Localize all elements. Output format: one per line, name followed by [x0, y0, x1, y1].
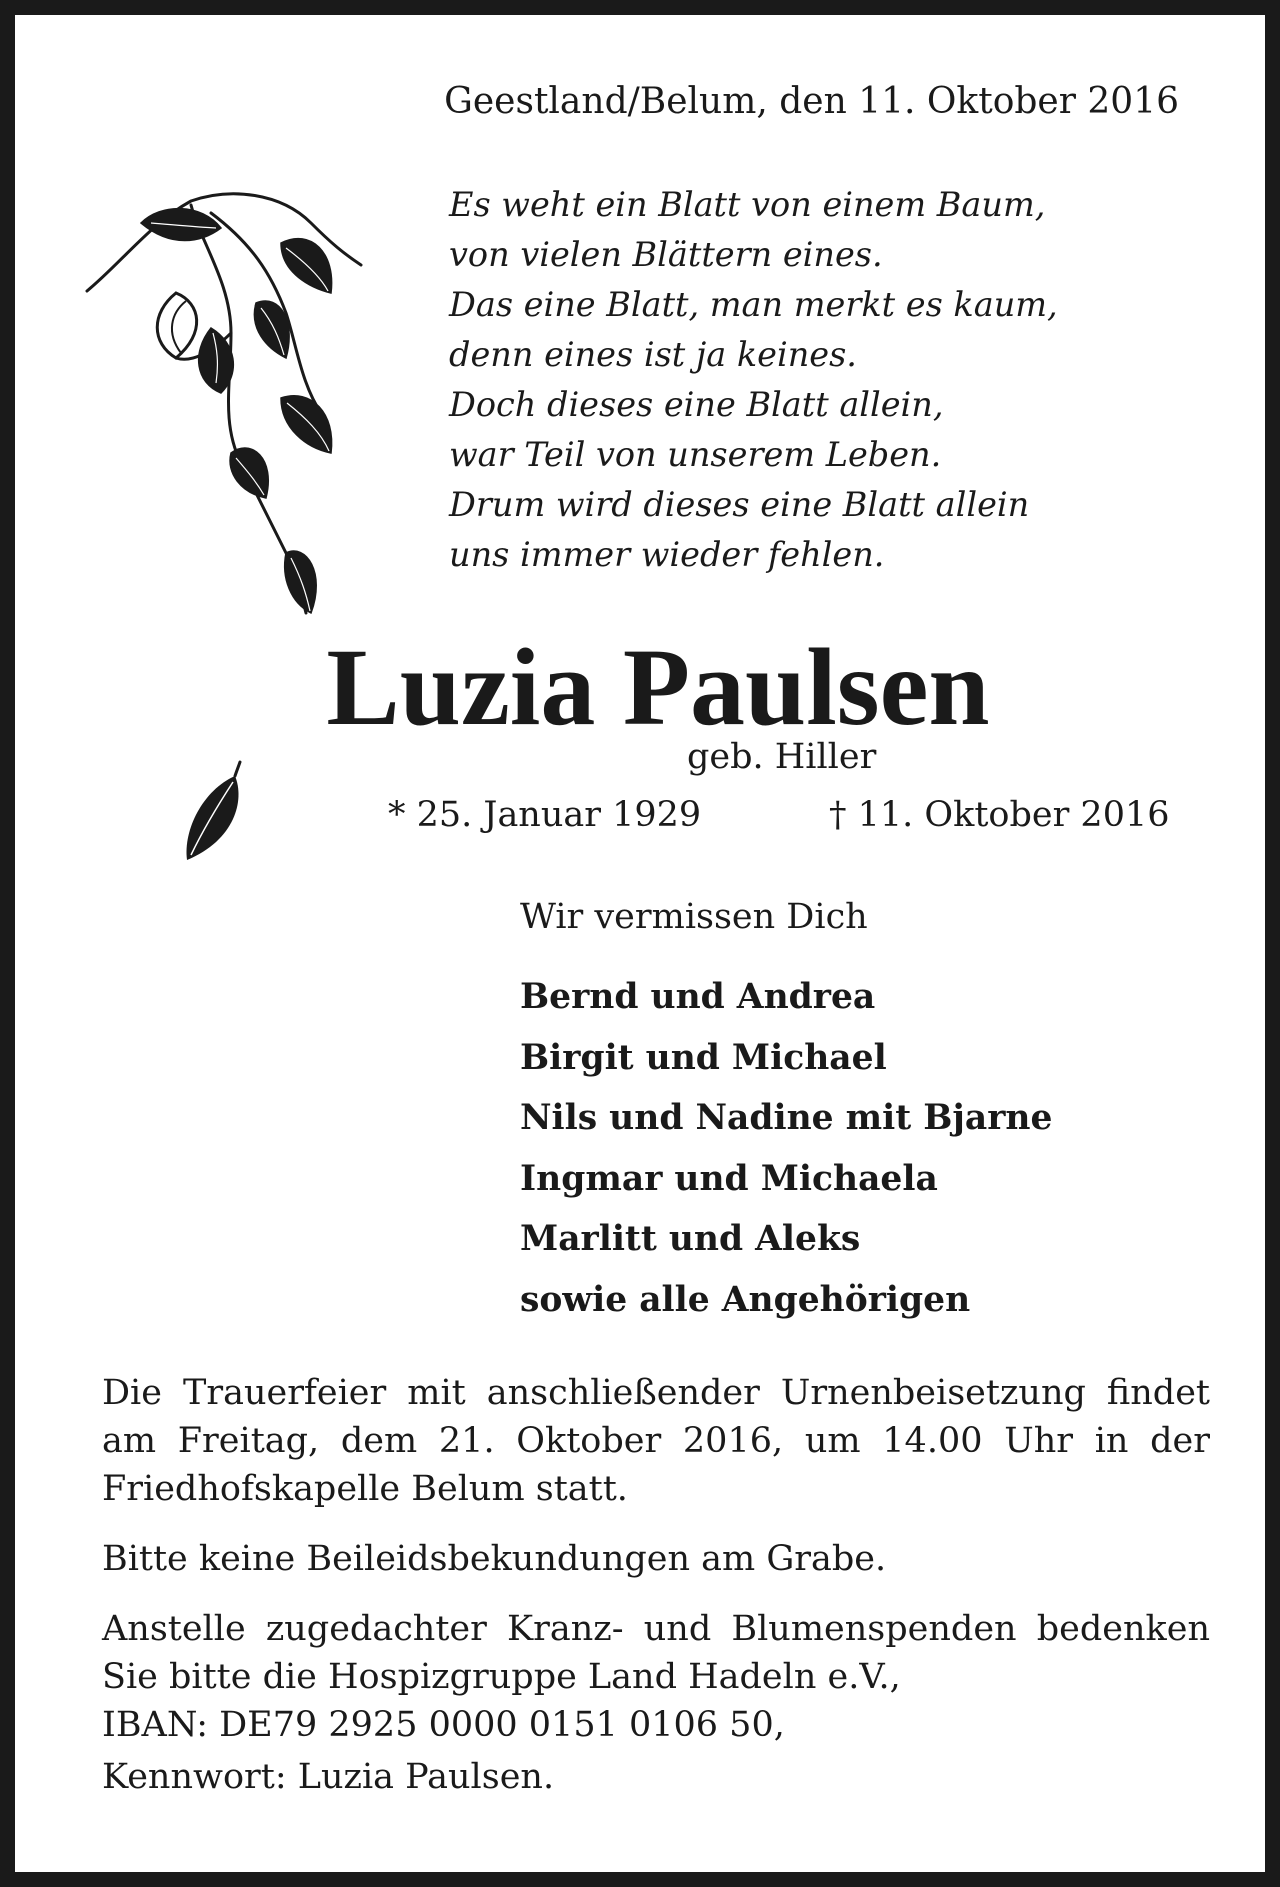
mourner-name: sowie alle Angehörigen [520, 1279, 971, 1320]
ceremony-text: Die Trauerfeier mit anschließender Urnenbeisetzung findet am Freitag, dem 21. Oktober 2016, um 14.00 Uhr in der Friedhofskapelle Belum statt. [102, 1373, 1210, 1509]
details-section [102, 1369, 1210, 1823]
place-date: Geestland/Belum, den 11. Oktober 2016 [444, 81, 1179, 122]
poem-line: Das eine Blatt, man merkt es kaum, [449, 285, 1058, 324]
mourners-list [520, 967, 1052, 1330]
poem-line: Es weht ein Blatt von einem Baum, [449, 185, 1046, 224]
poem [449, 180, 1058, 580]
birth-date: * 25. Januar 1929 [388, 795, 702, 835]
poem-line: denn eines ist ja keines. [449, 335, 857, 374]
maiden-name: geb. Hiller [687, 737, 877, 777]
birch-branch-icon [81, 183, 391, 633]
deceased-name: Luzia Paulsen [326, 626, 990, 748]
mourner-name: Ingmar und Michaela [520, 1158, 938, 1199]
mourner-name: Bernd und Andrea [520, 977, 876, 1017]
poem-line: Drum wird dieses eine Blatt allein [449, 485, 1030, 524]
iban-text: IBAN: DE79 2925 0000 0151 0106 50, [102, 1705, 785, 1745]
mourner-name: Nils und Nadine mit Bjarne [520, 1098, 1053, 1138]
poem-line: von vielen Blättern eines. [449, 235, 883, 274]
poem-line: uns immer wieder fehlen. [449, 535, 885, 574]
mourner-name: Birgit und Michael [520, 1037, 887, 1078]
keyword-text: Kennwort: Luzia Paulsen. [102, 1757, 555, 1797]
mourners-intro: Wir vermissen Dich [520, 897, 868, 937]
poem-line: Doch dieses eine Blatt allein, [449, 385, 944, 424]
death-date: † 11. Oktober 2016 [829, 795, 1170, 835]
condolence-note: Bitte keine Beileidsbekundungen am Grabe. [102, 1539, 887, 1579]
donation-text: Anstelle zugedachter Kranz- und Blumenspenden bedenken Sie bitte die Hospizgruppe Land Hadeln e.V., [102, 1609, 1210, 1697]
poem-line: war Teil von unserem Leben. [449, 435, 942, 474]
mourner-name: Marlitt und Aleks [520, 1219, 861, 1259]
falling-leaf-icon [183, 760, 253, 865]
